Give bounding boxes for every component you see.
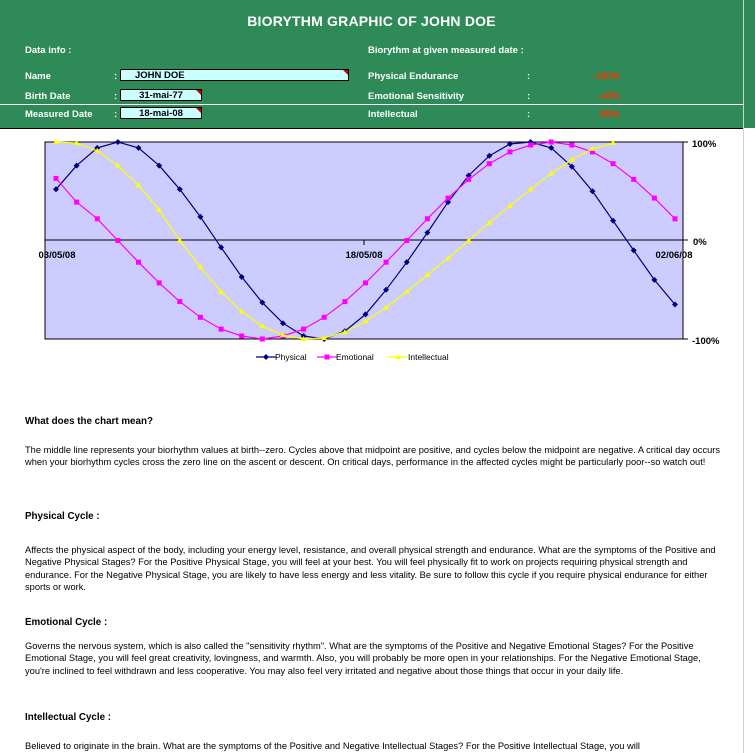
measured-date-label: Measured Date: [25, 109, 93, 120]
comment-marker-icon: [343, 70, 348, 75]
data-point-emotional: [652, 196, 657, 201]
data-point-emotional: [363, 280, 368, 285]
y-tick-label: -100%: [692, 336, 720, 347]
legend-physical-marker: [263, 354, 269, 360]
data-point-emotional: [198, 315, 203, 320]
data-point-emotional: [301, 327, 306, 332]
biorhythm-chart: [0, 128, 743, 368]
data-point-emotional: [528, 143, 533, 148]
physical-endurance-label: Physical Endurance: [368, 71, 459, 82]
data-point-emotional: [239, 334, 244, 339]
physical-cycle-text: Affects the physical aspect of the body, including your energy level, resistance, and overall physical strength and endurance. What are the symptoms of the Positive and Negative Physical Stages? For the Positive Physical Stage, you will feel at your best. You will feel physically fit to work on projects requiring physical strength and endurance. For the Negative Physical Stage, you are likely to have less energy and less vitality. Be sure to follow this cycle if you require physical endurance for either sports or work.: [25, 545, 716, 593]
data-point-emotional: [569, 143, 574, 148]
data-point-emotional: [157, 280, 162, 285]
data-point-emotional: [342, 299, 347, 304]
emotional-sensitivity-value: -43%: [597, 91, 620, 102]
birth-date-field[interactable]: [120, 89, 202, 101]
data-point-emotional: [673, 216, 678, 221]
x-tick-label: 18/05/08: [345, 250, 383, 261]
intellectual-label: Intellectual: [368, 109, 418, 120]
y-tick-label: 100%: [692, 139, 717, 150]
measured-date-value: 18-mai-08: [139, 108, 183, 119]
data-point-emotional: [631, 177, 636, 182]
data-point-emotional: [322, 315, 327, 320]
header-panel: [0, 0, 743, 128]
legend-emotional-label: Emotional: [336, 352, 374, 362]
birth-date-value: 31-mai-77: [139, 90, 183, 101]
chart-meaning-heading: What does the chart mean?: [25, 416, 153, 427]
data-point-emotional: [507, 149, 512, 154]
legend: [256, 352, 449, 362]
x-tick-label: 03/05/08: [38, 250, 76, 261]
colon: :: [527, 71, 531, 82]
header-divider: [0, 104, 743, 105]
intellectual-cycle-text: Believed to originate in the brain. What are the symptoms of the Positive and Negative Intellectual Stages? For the Positive Intellectual Stage, you will: [25, 741, 640, 751]
comment-marker-icon: [196, 108, 201, 113]
data-point-emotional: [115, 238, 120, 243]
emotional-cycle-heading: Emotional Cycle :: [25, 617, 108, 628]
colon: :: [114, 71, 118, 82]
physical-cycle-heading: Physical Cycle :: [25, 511, 100, 522]
biorythm-label: Biorythm at given measured date :: [368, 45, 524, 56]
intellectual-cycle-heading: Intellectual Cycle :: [25, 712, 112, 723]
data-point-emotional: [611, 161, 616, 166]
data-point-emotional: [95, 216, 100, 221]
data-point-emotional: [177, 299, 182, 304]
legend-physical-label: Physical: [275, 352, 307, 362]
emotional-sensitivity-label: Emotional Sensitivity: [368, 91, 465, 102]
data-point-emotional: [446, 196, 451, 201]
measured-date-field[interactable]: [120, 107, 202, 119]
chart-meaning-text: The middle line represents your biorhythm values at birth--zero. Cycles above that midpoint are positive, and cycles below the midpoint are negative. A critical day occurs when your biorhythm cycles cross the zero line on the ascent or descent. On critical days, performance in the affected cycles might be particularly poor--so watch out!: [25, 445, 721, 468]
data-point-emotional: [425, 216, 430, 221]
name-field[interactable]: [120, 69, 349, 81]
emotional-cycle-text: Governs the nervous system, which is also called the "sensitivity rhythm". What are the symptoms of the Positive and Negative Emotional Stages? For the Positive Emotional Stage, you will feel great creativity, lovingness, and warmth. Also, you will probably be more open in your relationships. For the Negative Emotional Stage, you're inclined to feel withdrawn and less cooperative. You may also feel very irritated and negative about those things that occur in your daily life.: [25, 641, 701, 676]
data-point-emotional: [487, 161, 492, 166]
colon: :: [114, 91, 118, 102]
sheet-right-edge: [743, 0, 755, 753]
birth-date-label: Birth Date: [25, 91, 71, 102]
physical-endurance-value: -100%: [592, 71, 620, 82]
data-info-label: Data info :: [25, 45, 72, 56]
data-point-emotional: [136, 260, 141, 265]
data-point-emotional: [466, 177, 471, 182]
name-label: Name: [25, 71, 51, 82]
x-tick-label: 02/06/08: [655, 250, 693, 261]
data-point-emotional: [404, 238, 409, 243]
colon: :: [527, 109, 531, 120]
name-value: JOHN DOE: [135, 70, 185, 81]
data-point-emotional: [54, 176, 59, 181]
comment-marker-icon: [196, 90, 201, 95]
legend-intellectual-label: Intellectual: [408, 352, 449, 362]
data-point-emotional: [384, 260, 389, 265]
data-point-emotional: [549, 140, 554, 145]
y-tick-label: 0%: [693, 237, 707, 248]
intellectual-value: -99%: [597, 109, 620, 120]
data-point-emotional: [219, 327, 224, 332]
colon: :: [527, 91, 531, 102]
data-point-emotional: [74, 200, 79, 205]
legend-emotional-marker: [325, 355, 330, 360]
data-point-emotional: [260, 337, 265, 342]
colon: :: [114, 109, 118, 120]
page-title: BIORYTHM GRAPHIC OF JOHN DOE: [247, 13, 496, 29]
